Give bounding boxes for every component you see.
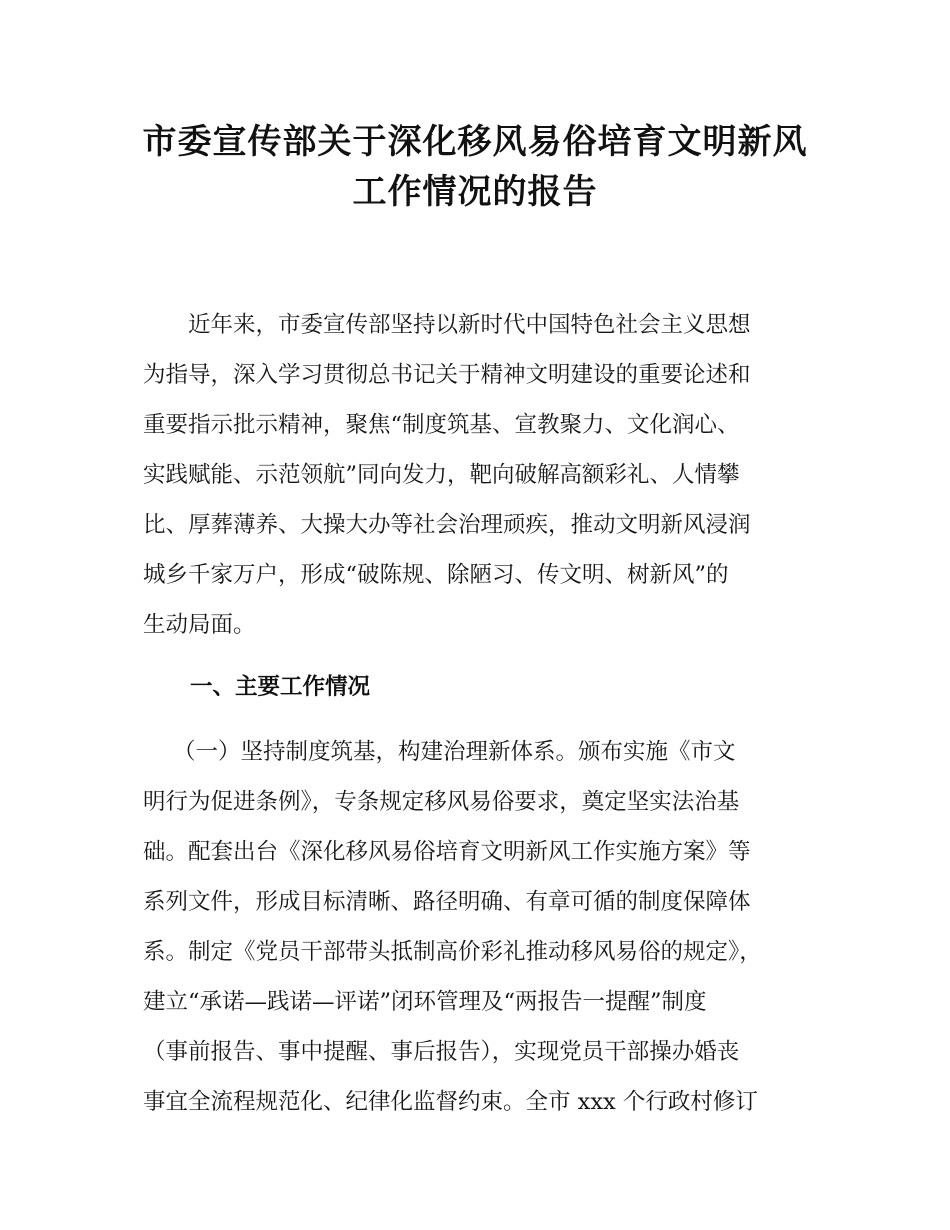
intro-paragraph: [143, 300, 823, 650]
intro-line: 生动局面。: [143, 612, 256, 638]
intro-line: 近年来，市委宣传部坚持以新时代中国特色社会主义思想: [188, 312, 751, 338]
section1-line: 建立“承诺—践诺—评诺”闭环管理及“两报告一提醒”制度: [143, 989, 707, 1015]
section1-line: （一）坚持制度筑基，构建治理新体系。颁布实施《市文: [173, 739, 736, 765]
document-title-line-2: 工作情况的报告: [352, 172, 598, 212]
intro-line: 比、厚葬薄养、大操大办等社会治理顽疾，推动文明新风浸润: [143, 512, 751, 538]
section1-line: 系。制定《党员干部带头抵制高价彩礼推动移风易俗的规定》，: [143, 939, 762, 965]
intro-line: 城乡千家万户，形成“破陈规、除陋习、传文明、树新风”的: [143, 562, 729, 588]
section1-line: 明行为促进条例》，专条规定移风易俗要求，奠定坚实法治基: [143, 789, 740, 815]
section-heading: 一、主要工作情况: [190, 674, 371, 700]
section1-line: 系列文件，形成目标清晰、路径明确、有章可循的制度保障体: [143, 889, 751, 915]
section1-line: （事前报告、事中提醒、事后报告），实现党员干部操办婚丧: [143, 1039, 740, 1065]
intro-line: 为指导，深入学习贯彻总书记关于精神文明建设的重要论述和: [143, 362, 751, 388]
intro-line: 实践赋能、示范领航”同向发力，靶向破解高额彩礼、人情攀: [143, 462, 740, 488]
section1-line: 础。配套出台《深化移风易俗培育文明新风工作实施方案》等: [143, 839, 751, 865]
section1-line: 事宜全流程规范化、纪律化监督约束。全市 xxx 个行政村修订: [143, 1089, 758, 1115]
section1-paragraph: [143, 727, 823, 1127]
intro-line: 重要指示批示精神，聚焦“制度筑基、宣教聚力、文化润心、: [143, 412, 740, 438]
document-title-line-1: 市委宣传部关于深化移风易俗培育文明新风: [142, 122, 808, 162]
